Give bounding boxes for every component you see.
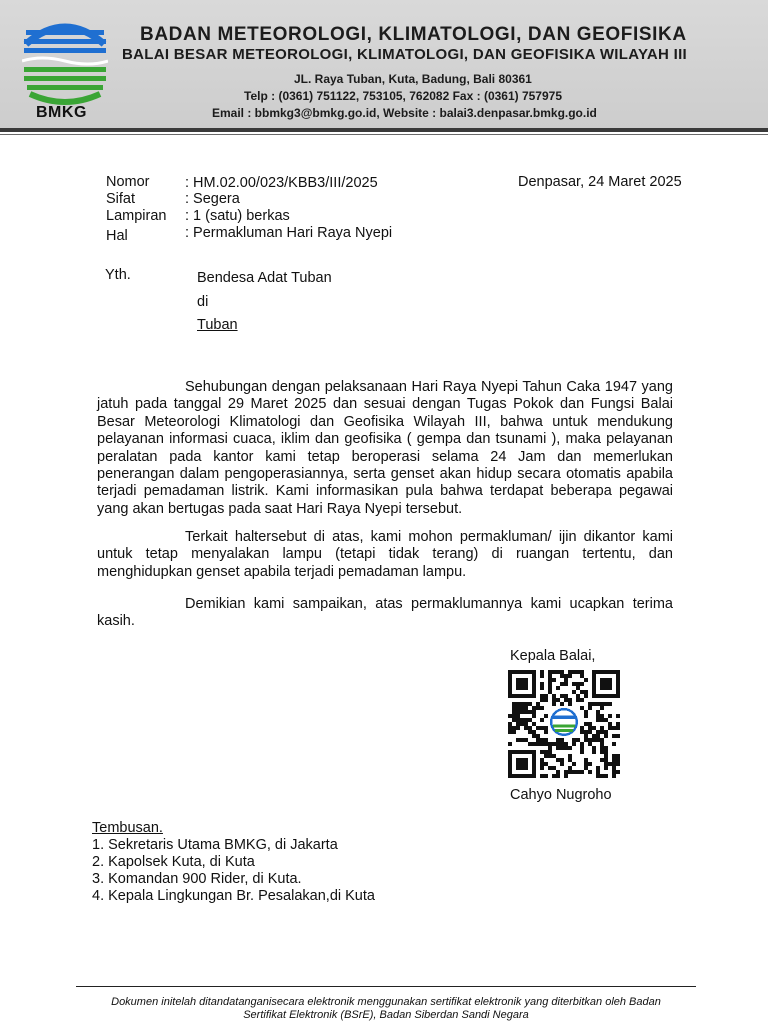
tembusan-heading: Tembusan. <box>92 820 163 836</box>
body-paragraph-3: Demikian kami sampaikan, atas permaklumannya kami ucapkan terima kasih. <box>97 596 673 630</box>
letterhead-rule-thin <box>0 134 768 135</box>
electronic-signature-note <box>76 996 696 1022</box>
footer-note-line-2: Sertifikat Elektronik (BSrE), Badan Siberdan Sandi Negara <box>243 1009 529 1021</box>
lampiran-label: Lampiran <box>106 208 167 224</box>
agency-email-website: Email : bbmkg3@bmkg.go.id, Website : balai3.denpasar.bmkg.go.id <box>212 106 597 120</box>
recipient-place: Tuban <box>197 317 238 333</box>
nomor-label: Nomor <box>106 174 150 190</box>
hal-value: : Permakluman Hari Raya Nyepi <box>185 225 393 241</box>
body-paragraph-1: Sehubungan dengan pelaksanaan Hari Raya Nyepi Tahun Caka 1947 yang jatuh pada tanggal 29 Maret 2025 dan sesuai dengan Tugas Pokok dan Fungsi Balai Besar Meteorologi Klimatologi dan Geofisika Wilayah III, bahwa untuk mendukung pelayanan informasi cuaca, iklim dan geofisika ( gempa dan tsunami ), maka pelayanan peralatan pada kantor kami tetap beroperasi selama 24 Jam dan memerlukan penerangan dalam pengoperasiannya, serta genset akan hidup secara otomatis apabila terjadi pemadaman listrik. Kami informasikan pula bahwa terdapat beberapa pegawai yang akan bertugas pada saat Hari Raya Nyepi tersebut. <box>97 379 673 517</box>
body-paragraph-2: Terkait haltersebut di atas, kami mohon permakluman/ ijin dikantor kami untuk tetap menyalakan lampu (tetapi tidak terang) di ruangan tertentu, dan menghidupkan genset apabila terjadi pemadaman lampu. <box>97 529 673 580</box>
yth-label: Yth. <box>105 267 131 283</box>
letterhead-rule <box>0 128 768 132</box>
sifat-value: : Segera <box>185 191 240 207</box>
agency-subtitle: BALAI BESAR METEOROLOGI, KLIMATOLOGI, DAN GEOFISIKA WILAYAH III <box>122 46 688 63</box>
footer-note-line-1: Dokumen initelah ditandatanganisecara elektronik menggunakan sertifikat elektronik yang diterbitkan oleh Badan <box>111 996 661 1008</box>
agency-phone: Telp : (0361) 751122, 753105, 762082 Fax : (0361) 757975 <box>244 89 563 103</box>
sifat-label: Sifat <box>106 191 136 207</box>
signatory-name: Cahyo Nugroho <box>510 787 612 803</box>
logo-text: BMKG <box>36 104 87 121</box>
letterhead <box>0 0 768 128</box>
footer-rule <box>76 986 696 987</box>
recipient-name: Bendesa Adat Tuban <box>197 270 332 286</box>
hal-label: Hal <box>106 228 128 244</box>
qr-code-icon <box>508 670 620 778</box>
tembusan-item: 1. Sekretaris Utama BMKG, di Jakarta <box>92 837 338 853</box>
tembusan-item: 2. Kapolsek Kuta, di Kuta <box>92 854 255 870</box>
agency-title: BADAN METEOROLOGI, KLIMATOLOGI, DAN GEOFISIKA <box>140 24 687 45</box>
agency-address: JL. Raya Tuban, Kuta, Badung, Bali 80361 <box>294 72 532 86</box>
lampiran-value: : 1 (satu) berkas <box>185 208 290 224</box>
place-date: Denpasar, 24 Maret 2025 <box>518 174 682 190</box>
tembusan-item: 3. Komandan 900 Rider, di Kuta. <box>92 871 302 887</box>
signatory-title: Kepala Balai, <box>510 648 596 664</box>
nomor-value: : HM.02.00/023/KBB3/III/2025 <box>185 175 378 191</box>
recipient-di: di <box>197 294 209 310</box>
tembusan-item: 4. Kepala Lingkungan Br. Pesalakan,di Kuta <box>92 888 375 904</box>
